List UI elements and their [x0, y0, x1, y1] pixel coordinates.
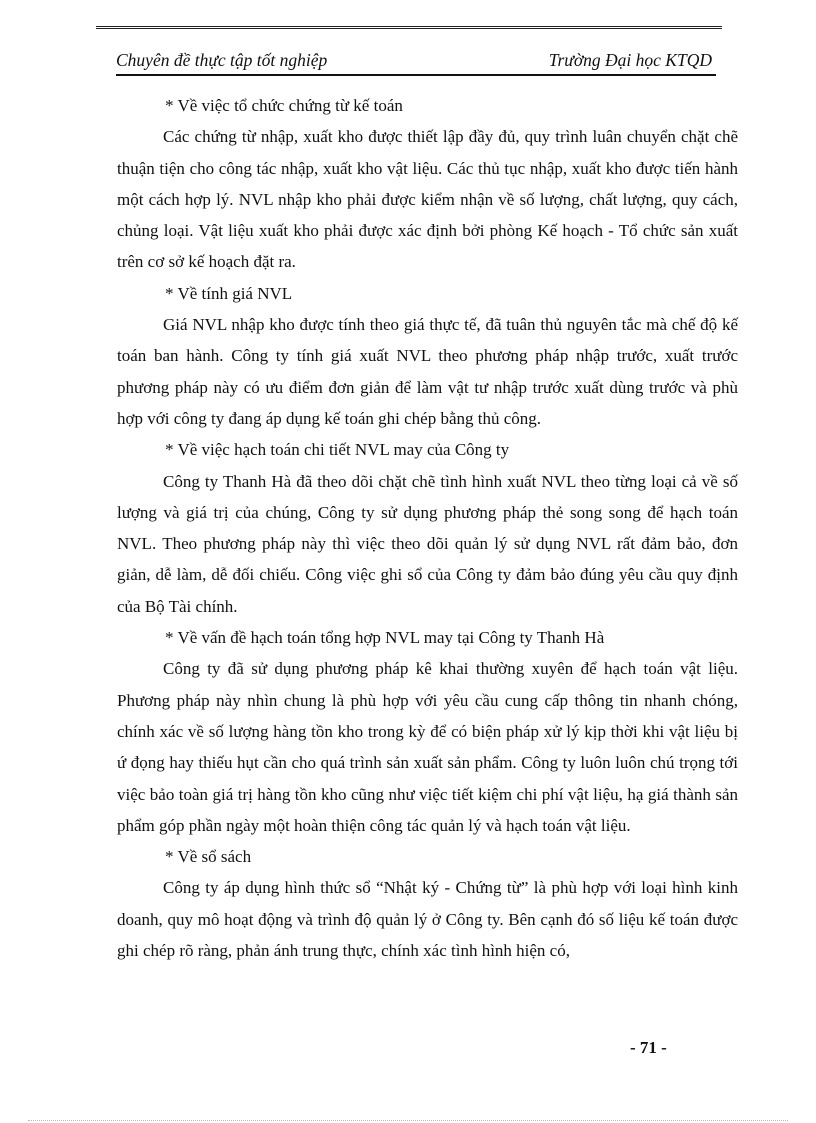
document-body [117, 90, 738, 966]
page-header [116, 46, 716, 76]
section-heading: * Về vấn đề hạch toán tổng hợp NVL may tại Công ty Thanh Hà [165, 628, 605, 648]
section-heading: * Về sổ sách [165, 847, 252, 867]
section-heading: * Về việc hạch toán chi tiết NVL may của Công ty [165, 440, 510, 460]
section-heading: * Về việc tổ chức chứng từ kế toán [165, 96, 403, 115]
paragraph: Công ty áp dụng hình thức sổ “Nhật ký - Chứng từ” là phù hợp với loại hình kinh doanh, quy mô hoạt động và trình độ quản lý ở Công ty. Bên cạnh đó số liệu kế toán được ghi chép rõ ràng, phản ánh trung thực, chính xác tình hình hiện có, [117, 878, 738, 961]
bottom-divider [28, 1120, 788, 1121]
page-number: - 71 - [630, 1038, 667, 1057]
paragraph: Các chứng từ nhập, xuất kho được thiết lập đầy đủ, quy trình luân chuyển chặt chẽ thuận tiện cho công tác nhập, xuất kho vật liệu. Các thủ tục nhập, xuất kho được tiến hành một cách hợp lý. NVL nhập kho phải được kiểm nhận về số lượng, chất lượng, quy cách, chủng loại. Vật liệu xuất kho phải được xác định bởi phòng Kế hoạch - Tổ chức sản xuất trên cơ sở kế hoạch đặt ra. [117, 127, 738, 272]
section-heading: * Về tính giá NVL [165, 283, 293, 303]
paragraph: Giá NVL nhập kho được tính theo giá thực tế, đã tuân thủ nguyên tắc mà chế độ kế toán ban hành. Công ty tính giá xuất NVL theo phương pháp nhập trước, xuất trước phương pháp này có ưu điểm đơn giản để làm vật tư nhập trước xuất dùng trước và phù hợp với công ty đang áp dụng kế toán ghi chép bằng thủ công. [117, 315, 738, 428]
header-right: Trường Đại học KTQD [548, 50, 712, 70]
header-left: Chuyên đề thực tập tốt nghiệp [116, 50, 328, 70]
paragraph: Công ty đã sử dụng phương pháp kê khai thường xuyên để hạch toán vật liệu. Phương pháp này nhìn chung là phù hợp với yêu cầu cung cấp thông tin nhanh chóng, chính xác về số lượng hàng tồn kho trong kỳ để có biện pháp xử lý kịp thời khi vật liệu bị ứ đọng hay thiếu hụt cần cho quá trình sản xuất sản phẩm. Công ty luôn luôn chú trọng tới việc bảo toàn giá trị hàng tồn kho cũng như việc tiết kiệm chi phí vật liệu, hạ giá thành sản phẩm góp phần ngày một hoàn thiện công tác quản lý và hạch toán vật liệu. [117, 659, 738, 835]
paragraph: Công ty Thanh Hà đã theo dõi chặt chẽ tình hình xuất NVL theo từng loại cả về số lượng và giá trị của chúng, Công ty sử dụng phương pháp thẻ song song để hạch toán NVL. Theo phương pháp này thì việc theo dõi quản lý sử dụng NVL rất đảm bảo, đơn giản, dễ làm, dễ đối chiếu. Công việc ghi sổ của Công ty đảm bảo đúng yêu cầu quy định của Bộ Tài chính. [117, 471, 738, 616]
